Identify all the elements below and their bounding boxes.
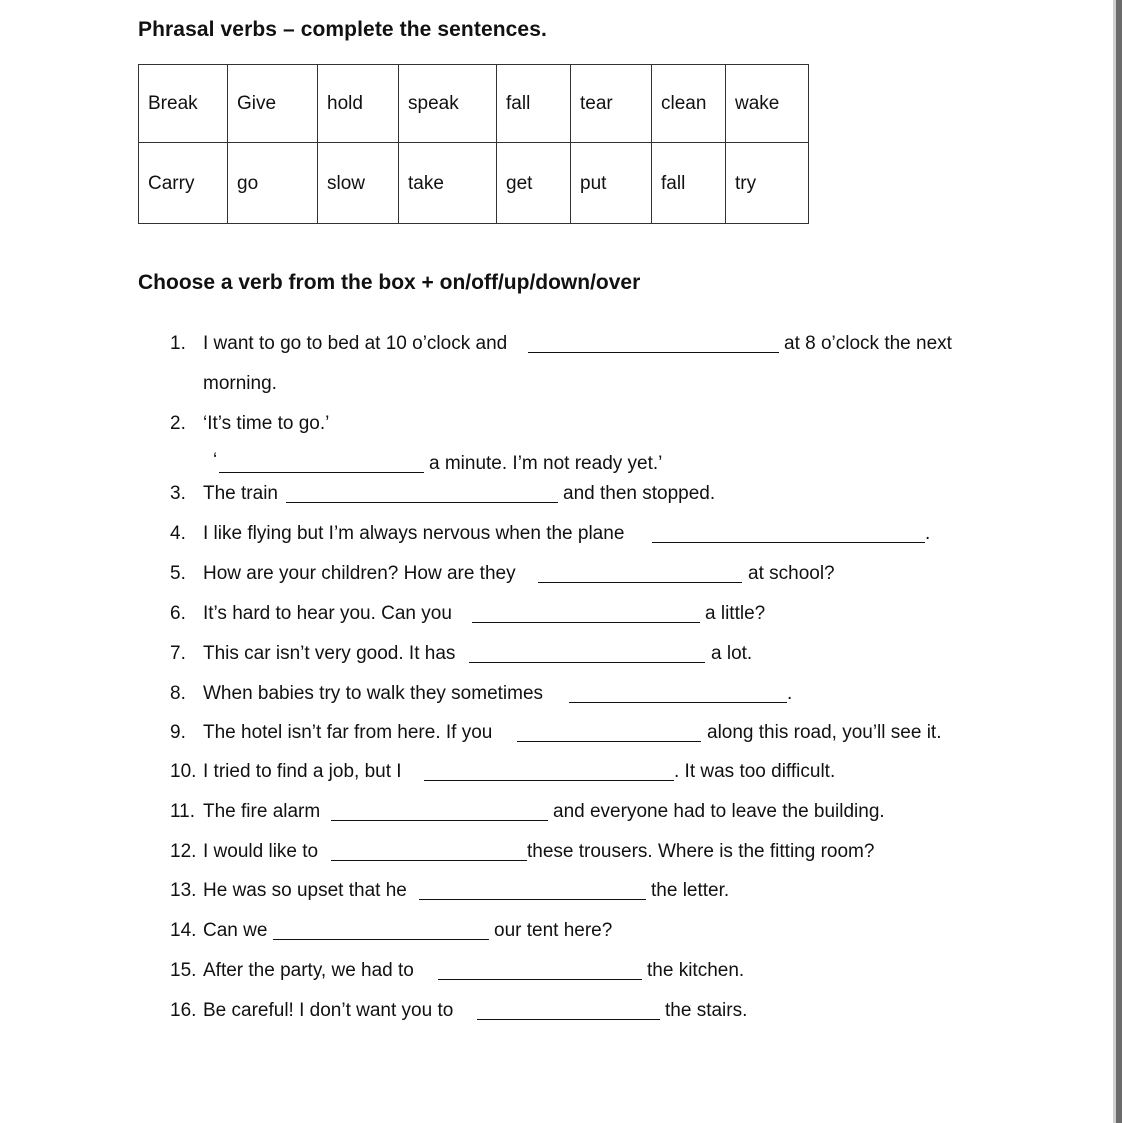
answer-blank[interactable] xyxy=(652,526,925,543)
exercise-text-before: The fire alarm xyxy=(203,801,321,822)
exercise-number: 10. xyxy=(170,761,197,782)
exercise-number: 2. xyxy=(170,413,186,434)
answer-blank[interactable] xyxy=(528,336,779,353)
exercise-text-before: ‘It’s time to go.’ xyxy=(203,413,330,434)
answer-blank[interactable] xyxy=(472,606,700,623)
exercise-number: 11. xyxy=(170,801,196,822)
exercise-number: 13. xyxy=(170,880,197,901)
answer-blank[interactable] xyxy=(331,844,527,861)
exercise-number: 14. xyxy=(170,920,197,941)
verb-box-table xyxy=(138,64,809,224)
exercise-text-before: It’s hard to hear you. Can you xyxy=(203,603,452,624)
exercise-number: 9. xyxy=(170,722,186,743)
exercise-text-before: I like flying but I’m always nervous when the plane xyxy=(203,523,625,544)
exercise-text-before: When babies try to walk they sometimes xyxy=(203,683,544,704)
answer-blank[interactable] xyxy=(219,456,424,473)
exercise-text-after: a minute. I’m not ready yet.’ xyxy=(429,453,663,474)
exercise-text-before: After the party, we had to xyxy=(203,960,414,981)
exercise-text-before: Can we xyxy=(203,920,268,941)
verb-cell: Give xyxy=(228,65,318,143)
verb-cell: tear xyxy=(571,65,652,143)
answer-blank[interactable] xyxy=(517,725,701,742)
answer-blank[interactable] xyxy=(569,686,787,703)
exercise-text-after: . xyxy=(787,683,793,704)
exercise-text-before: How are your children? How are they xyxy=(203,563,516,584)
exercise-text-after: the letter. xyxy=(651,880,730,901)
exercise-number: 4. xyxy=(170,523,186,544)
verb-cell: take xyxy=(399,143,497,224)
exercise-text-after: and everyone had to leave the building. xyxy=(553,801,885,822)
verb-cell: Break xyxy=(139,65,228,143)
answer-blank[interactable] xyxy=(331,804,548,821)
exercise-text-after: along this road, you’ll see it. xyxy=(707,722,942,743)
exercise-number: 1. xyxy=(170,333,186,354)
verb-cell: Carry xyxy=(139,143,228,224)
verb-row-2 xyxy=(139,143,809,224)
instruction-heading: Choose a verb from the box + on/off/up/down/over xyxy=(138,271,641,294)
exercise-text-after: at 8 o’clock the next xyxy=(784,333,952,354)
answer-blank[interactable] xyxy=(477,1003,660,1020)
quote-mark: ‘ xyxy=(213,450,218,471)
exercise-text-before: This car isn’t very good. It has xyxy=(203,643,456,664)
page-edge xyxy=(1116,0,1122,1123)
verb-cell: try xyxy=(726,143,809,224)
verb-cell: go xyxy=(228,143,318,224)
exercise-number: 15. xyxy=(170,960,197,981)
verb-cell: get xyxy=(497,143,571,224)
exercise-text-after: and then stopped. xyxy=(563,483,716,504)
verb-cell: fall xyxy=(652,143,726,224)
exercise-number: 6. xyxy=(170,603,186,624)
exercise-text-after: . xyxy=(925,523,931,544)
verb-cell: clean xyxy=(652,65,726,143)
exercise-number: 7. xyxy=(170,643,186,664)
exercise-number: 12. xyxy=(170,841,197,862)
exercise-text-before: Be careful! I don’t want you to xyxy=(203,1000,454,1021)
verb-cell: wake xyxy=(726,65,809,143)
answer-blank[interactable] xyxy=(424,764,674,781)
exercise-text-after: a little? xyxy=(705,603,766,624)
answer-blank[interactable] xyxy=(286,486,558,503)
exercise-text-continuation: morning. xyxy=(203,373,277,394)
exercise-text-before: I would like to xyxy=(203,841,319,862)
exercise-text-after: our tent here? xyxy=(494,920,613,941)
verb-cell: slow xyxy=(318,143,399,224)
exercise-text-after: these trousers. Where is the fitting room? xyxy=(527,841,875,862)
verb-cell: hold xyxy=(318,65,399,143)
exercise-text-after: at school? xyxy=(748,563,835,584)
exercise-text-before: The hotel isn’t far from here. If you xyxy=(203,722,493,743)
exercise-text-before: I want to go to bed at 10 o’clock and xyxy=(203,333,508,354)
exercise-number: 16. xyxy=(170,1000,197,1021)
exercise-text-after: the kitchen. xyxy=(647,960,745,981)
exercise-text-after: the stairs. xyxy=(665,1000,748,1021)
exercise-text-before: The train xyxy=(203,483,278,504)
answer-blank[interactable] xyxy=(438,963,642,980)
verb-row-1 xyxy=(139,65,809,143)
exercise-number: 5. xyxy=(170,563,186,584)
verb-cell: fall xyxy=(497,65,571,143)
answer-blank[interactable] xyxy=(273,923,489,940)
exercise-number: 3. xyxy=(170,483,186,504)
exercise-text-after: a lot. xyxy=(711,643,753,664)
answer-blank[interactable] xyxy=(469,646,705,663)
exercise-text-after: . It was too difficult. xyxy=(674,761,836,782)
answer-blank[interactable] xyxy=(538,566,742,583)
exercise-number: 8. xyxy=(170,683,186,704)
exercise-text-before: I tried to find a job, but I xyxy=(203,761,402,782)
verb-cell: put xyxy=(571,143,652,224)
exercise-text-before: He was so upset that he xyxy=(203,880,407,901)
answer-blank[interactable] xyxy=(419,883,646,900)
page-title: Phrasal verbs – complete the sentences. xyxy=(138,18,547,41)
verb-cell: speak xyxy=(399,65,497,143)
